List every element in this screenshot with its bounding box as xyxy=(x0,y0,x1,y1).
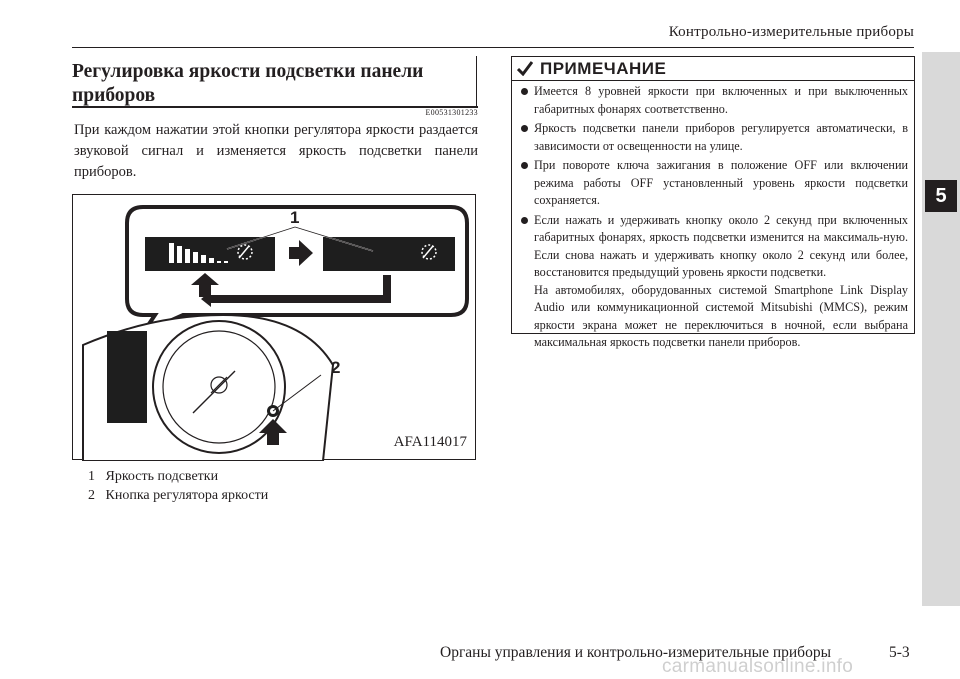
chapter-badge[interactable]: 5 xyxy=(925,180,957,212)
legend-number: 1 xyxy=(88,469,95,484)
footer-chapter-title: Органы управления и контрольно-измерительные приборы xyxy=(440,644,831,661)
section-title-rule xyxy=(476,56,477,108)
section-title: Регулировка яркости подсветки панели приборов xyxy=(72,56,478,108)
note-item xyxy=(512,120,914,155)
note-header xyxy=(512,57,914,81)
bullet-icon xyxy=(521,88,528,95)
chapter-side-tab xyxy=(922,52,960,606)
display-dimmed xyxy=(145,237,275,271)
callout-number-1: 1 xyxy=(290,208,300,227)
note-item-text: Имеется 8 уровней яркости при включенных и при выключенных габаритных фонарях соответственно. xyxy=(534,84,908,116)
note-item-extra-text: На автомобилях, оборудованных системой Smartphone Link Display Audio или коммуникационной системой Mitsubishi (MMCS), режим яркости экрана может не переключиться в ночной, если выбрана максимальная яркость подсветки панели приборов. xyxy=(534,282,908,349)
watermark[interactable]: carmanualsonline.info xyxy=(662,656,854,677)
legend-number: 2 xyxy=(88,488,95,503)
instrument-panel-illustration xyxy=(73,195,477,461)
note-item-text: При повороте ключа зажигания в положение OFF или включении режима работы OFF установленный уровень яркости подсветки сохраняется. xyxy=(534,158,908,207)
note-box xyxy=(511,56,915,349)
note-item xyxy=(512,157,914,210)
bullet-icon xyxy=(521,162,528,169)
callout-number-2: 2 xyxy=(331,358,341,377)
legend-item xyxy=(88,469,218,485)
intro-paragraph: При каждом нажатии этой кнопки регулятора яркости раздается звуковой сигнал и изменяется яркость подсветки панели приборов. xyxy=(74,122,478,180)
running-header: Контрольно-измерительные приборы xyxy=(668,24,914,40)
legend-text: Яркость подсветки xyxy=(105,469,219,484)
legend-item xyxy=(88,488,268,504)
bullet-icon xyxy=(521,125,528,132)
bullet-icon xyxy=(521,217,528,224)
note-item-text: Яркость подсветки панели приборов регулируется автоматически, в зависимости от освещенности на улице. xyxy=(534,121,908,153)
note-title: ПРИМЕЧАНИЕ xyxy=(540,59,667,78)
section-code: E00531301233 xyxy=(425,108,478,117)
note-item xyxy=(512,212,914,352)
header-rule xyxy=(72,47,914,48)
instrument-panel-figure xyxy=(72,194,476,460)
checkmark-icon xyxy=(517,60,533,76)
note-item xyxy=(512,83,914,118)
legend-text: Кнопка регулятора яркости xyxy=(105,488,269,503)
note-item-text: Если нажать и удерживать кнопку около 2 секунд при включенных габаритных фонарях, яркость подсветки изменится на максималь-ную. Если снова нажать и удерживать кнопку около 2 секунд или более, восстановится предыдущий уровень яркости подсветки. xyxy=(534,212,908,279)
cluster-display xyxy=(107,331,147,423)
figure-code: AFA114017 xyxy=(393,434,467,450)
page-number: 5-3 xyxy=(889,644,910,661)
note-list xyxy=(512,83,914,354)
